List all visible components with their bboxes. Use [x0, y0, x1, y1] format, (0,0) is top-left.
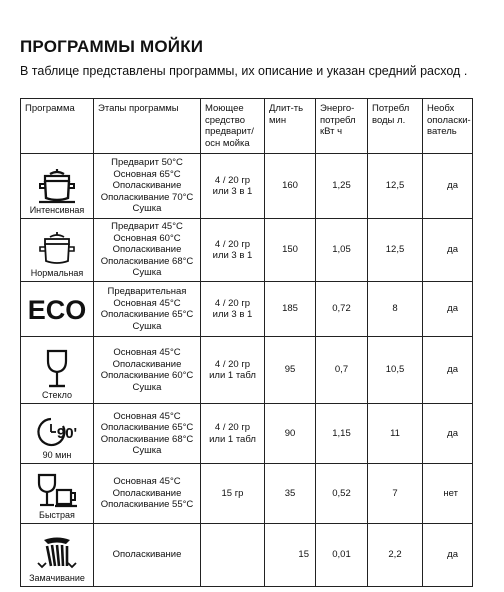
energy-cell: 0,72: [316, 282, 368, 337]
program-cell: [21, 337, 94, 404]
rinse-aid-cell: да: [423, 337, 473, 404]
program-name: Быстрая: [39, 510, 75, 520]
energy-cell: 0,52: [316, 464, 368, 524]
header-stages: Этапы программы: [94, 99, 201, 154]
detergent-cell: 4 / 20 гр или 3 в 1: [201, 219, 265, 282]
stages-cell: Предварит 45°C Основная 60°C Ополаскивание Ополаскивание 68°C Сушка: [94, 219, 201, 282]
rinse-aid-cell: нет: [423, 464, 473, 524]
page-subtitle: В таблице представлены программы, их описание и указан средний расход .: [20, 64, 468, 78]
water-cell: 7: [368, 464, 423, 524]
detergent-cell: 15 гр: [201, 464, 265, 524]
water-cell: 12,5: [368, 219, 423, 282]
table-header-row: [21, 99, 473, 154]
header-detergent: Моющее средство предварит/ осн мойка: [201, 99, 265, 154]
duration-cell: 15: [265, 524, 316, 587]
rinse-aid-cell: да: [423, 404, 473, 464]
duration-cell: 35: [265, 464, 316, 524]
water-cell: 8: [368, 282, 423, 337]
stages-cell: Основная 45°C Ополаскивание Ополаскивание 60°C Сушка: [94, 337, 201, 404]
table-row: [21, 404, 473, 464]
program-cell: [21, 524, 94, 587]
duration-cell: 160: [265, 154, 316, 219]
stages-cell: Предварительная Основная 45°C Ополаскивание 65°C Сушка: [94, 282, 201, 337]
water-cell: 10,5: [368, 337, 423, 404]
pot-icon: [36, 168, 78, 204]
header-rinse-aid: Необх ополаски- ватель: [423, 99, 473, 154]
table-row: [21, 464, 473, 524]
eco-icon: [25, 295, 89, 323]
svg-text:90': 90': [56, 425, 78, 442]
program-name: Интенсивная: [29, 205, 85, 215]
rinse-aid-cell: да: [423, 154, 473, 219]
header-water: Потребл воды л.: [368, 99, 423, 154]
detergent-cell: 4 / 20 гр или 3 в 1: [201, 154, 265, 219]
stages-cell: Предварит 50°C Основная 65°C Ополаскивание Ополаскивание 70°C Сушка: [94, 154, 201, 219]
table-row: [21, 282, 473, 337]
energy-cell: 0,7: [316, 337, 368, 404]
stages-cell: Основная 45°C Ополаскивание Ополаскивание 55°C: [94, 464, 201, 524]
detergent-cell: 4 / 20 гр или 1 табл: [201, 337, 265, 404]
header-energy: Энерго- потребл кВт ч: [316, 99, 368, 154]
program-name: 90 мин: [42, 450, 72, 460]
program-cell: [21, 219, 94, 282]
page-title: ПРОГРАММЫ МОЙКИ: [20, 37, 204, 56]
water-cell: 2,2: [368, 524, 423, 587]
program-cell: [21, 464, 94, 524]
table-row: [21, 337, 473, 404]
table-row: [21, 524, 473, 587]
table-row: [21, 219, 473, 282]
water-cell: 12,5: [368, 154, 423, 219]
glass-cup-icon: [35, 473, 79, 509]
energy-cell: 1,05: [316, 219, 368, 282]
duration-cell: 90: [265, 404, 316, 464]
program-name: Замачивание: [29, 573, 85, 583]
header-program: Программа: [21, 99, 94, 154]
energy-cell: 1,25: [316, 154, 368, 219]
duration-cell: 185: [265, 282, 316, 337]
detergent-cell: 4 / 20 гр или 3 в 1: [201, 282, 265, 337]
duration-cell: 150: [265, 219, 316, 282]
programs-table: [20, 98, 473, 587]
duration-cell: 95: [265, 337, 316, 404]
program-cell: [21, 404, 94, 464]
pot-outline-icon: [36, 231, 78, 267]
rinse-aid-cell: да: [423, 524, 473, 587]
header-duration: Длит-ть мин: [265, 99, 316, 154]
svg-text:ECO: ECO: [27, 295, 87, 323]
table-row: [21, 154, 473, 219]
energy-cell: 0,01: [316, 524, 368, 587]
program-cell: [21, 282, 94, 337]
water-cell: 11: [368, 404, 423, 464]
rinse-aid-cell: да: [423, 282, 473, 337]
rinse-aid-cell: да: [423, 219, 473, 282]
detergent-cell: 4 / 20 гр или 1 табл: [201, 404, 265, 464]
stages-cell: Основная 45°C Ополаскивание 65°C Ополаскивание 68°C Сушка: [94, 404, 201, 464]
soak-shower-icon: [35, 536, 79, 572]
detergent-cell: [201, 524, 265, 587]
stages-cell: Ополаскивание: [94, 524, 201, 587]
energy-cell: 1,15: [316, 404, 368, 464]
clock-90-icon: [35, 415, 79, 449]
program-name: Стекло: [42, 390, 72, 400]
program-cell: [21, 154, 94, 219]
wine-glass-icon: [42, 349, 72, 389]
program-name: Нормальная: [30, 268, 84, 278]
